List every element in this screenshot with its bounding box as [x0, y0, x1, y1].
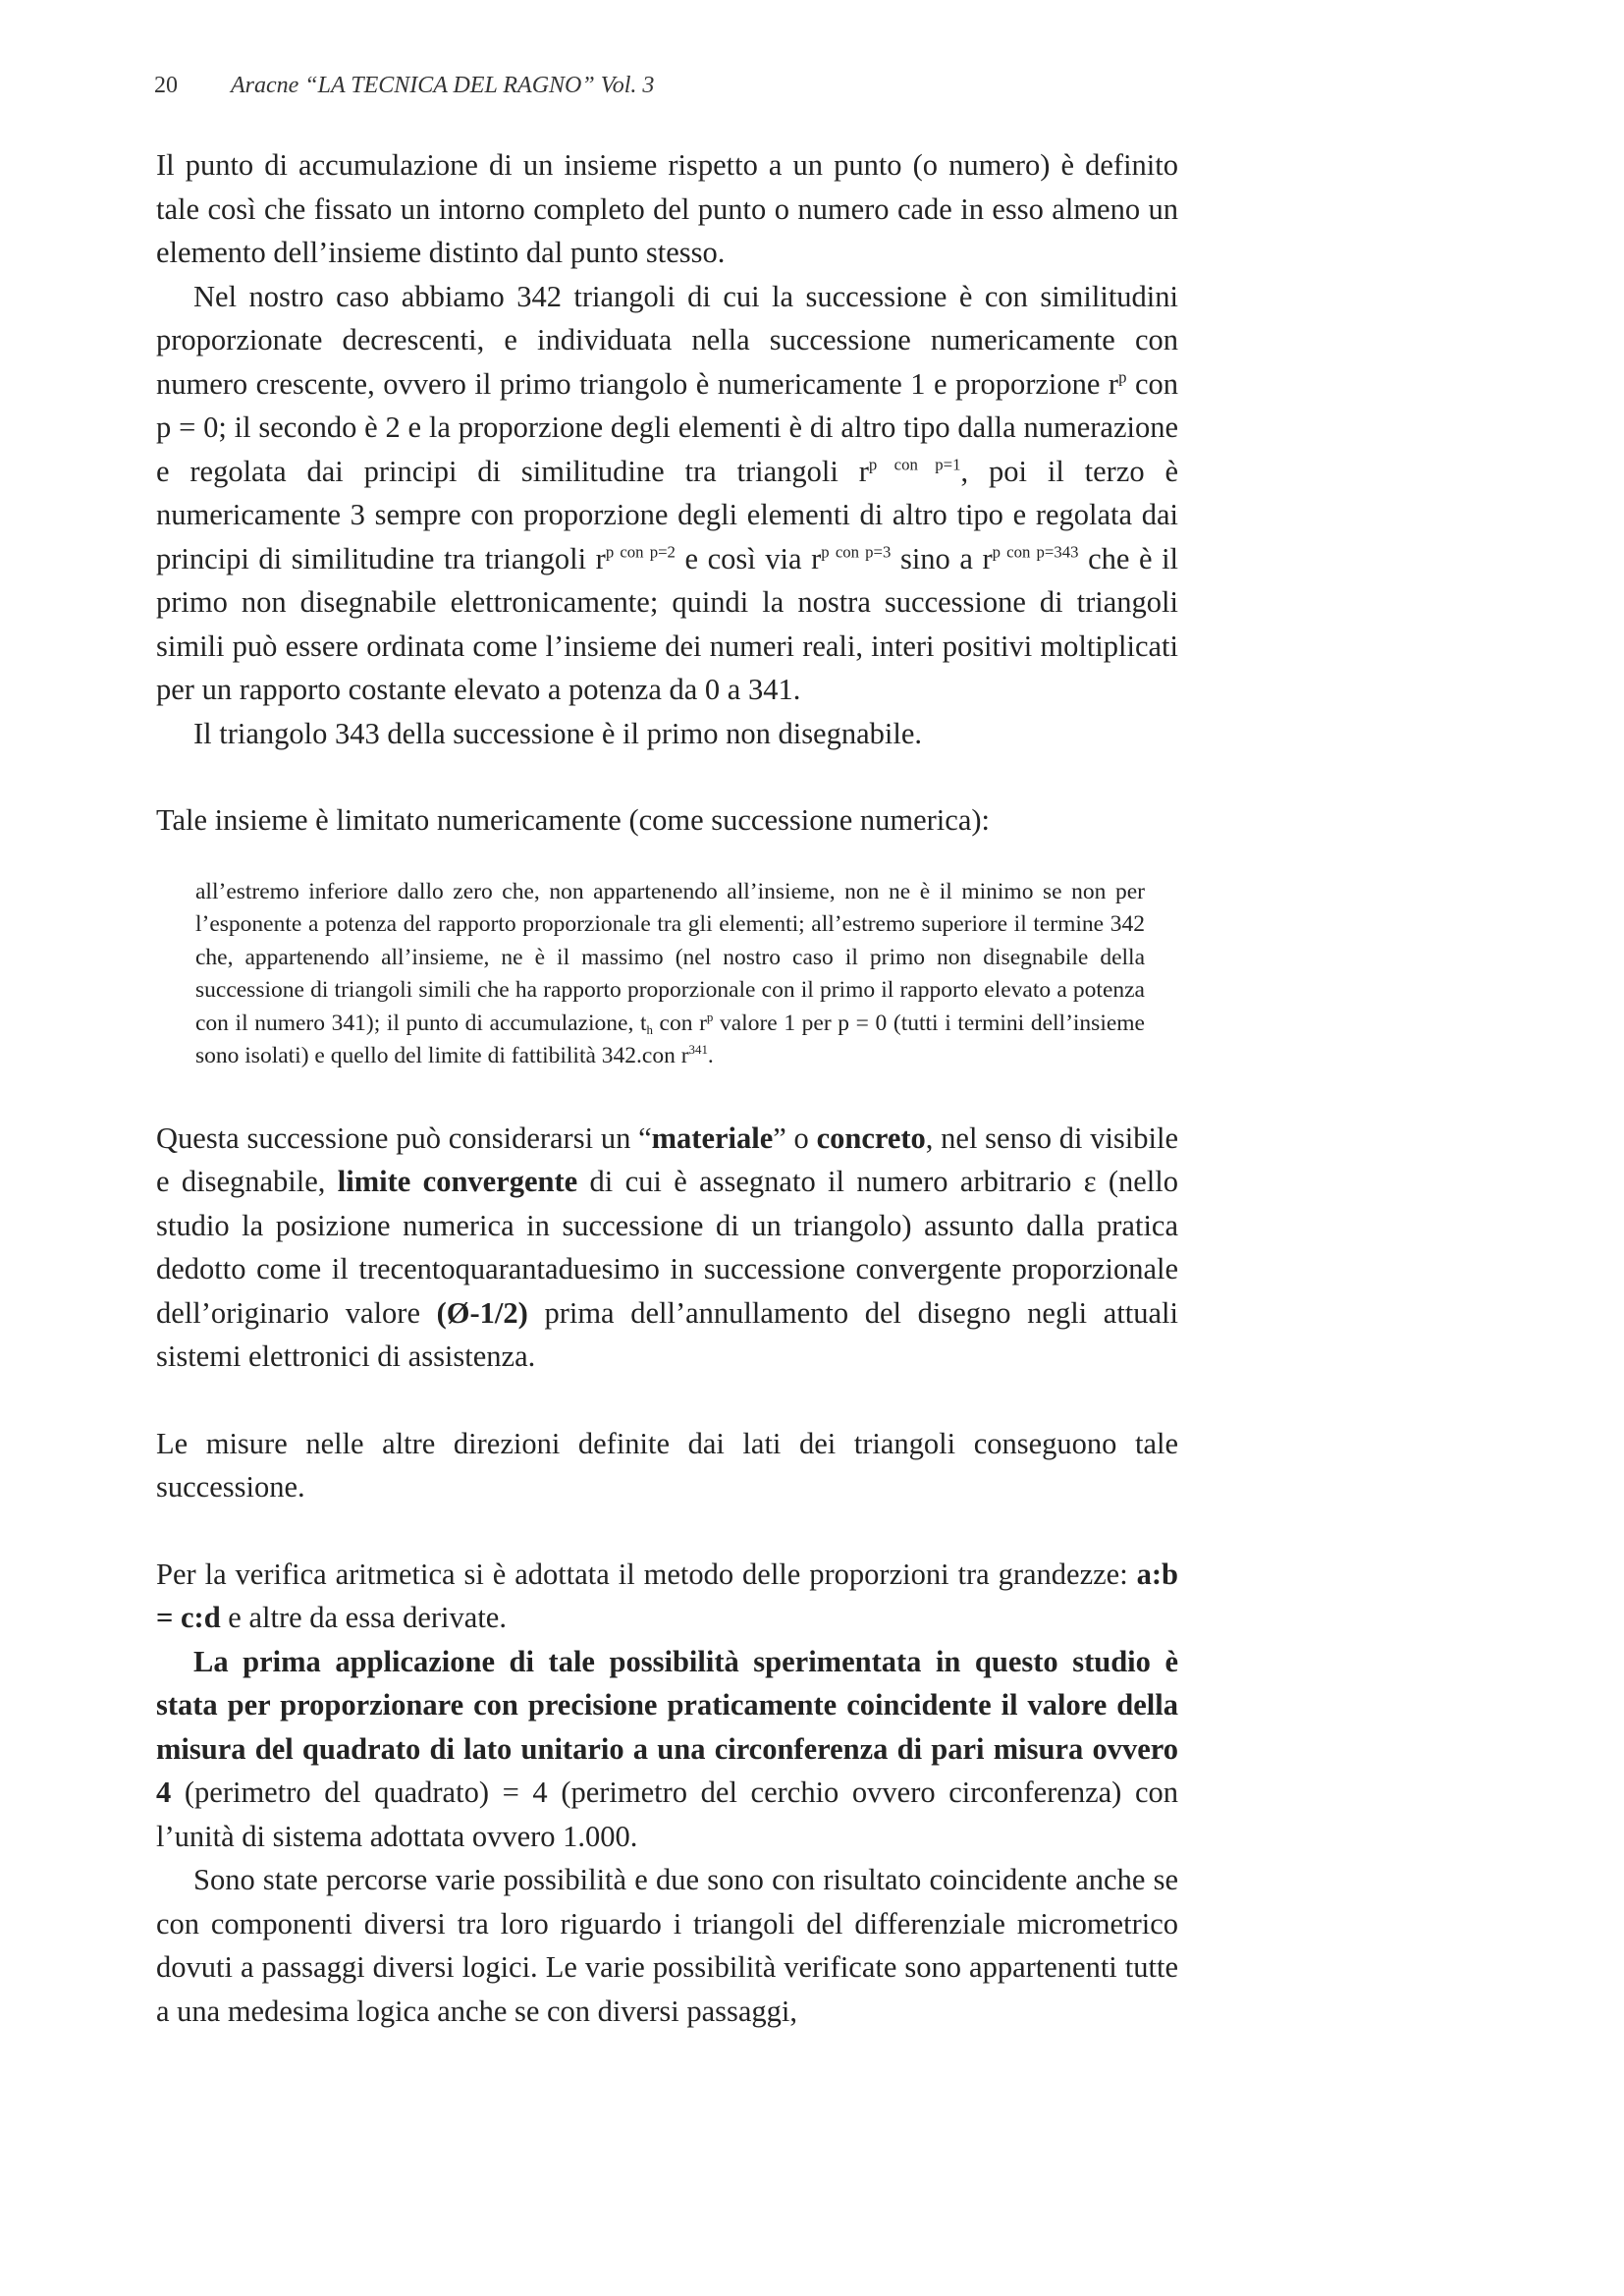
text-segment: Per la verifica aritmetica si è adottata il metodo delle proporzioni tra grandezze:	[156, 1557, 1137, 1591]
paragraph-other-directions	[156, 1422, 1178, 1509]
bold-term: limite convergente	[337, 1165, 578, 1198]
superscript: 341	[688, 1041, 708, 1057]
paragraph-set-limited	[156, 798, 1178, 843]
paragraph-text: Le misure nelle altre direzioni definite dai lati dei triangoli conseguono tale successione.	[156, 1426, 1178, 1503]
page-number: 20	[154, 73, 178, 98]
paragraph-accumulation-point	[156, 143, 1178, 275]
superscript: p con p=2	[605, 541, 676, 561]
bold-term: (Ø-1/2)	[436, 1295, 528, 1330]
bold-term: concreto	[816, 1121, 926, 1155]
text-segment: che è il primo non disegnabile elettronicamente; quindi la nostra successione di triangoli simili può essere ordinata come l’insieme dei numeri reali, interi positivi moltiplicati per un rapporto costante elevato a potenza da 0 a 341.	[156, 541, 1179, 706]
superscript: p con p=3	[821, 541, 892, 561]
superscript: p	[706, 1009, 714, 1024]
text-segment: ” o	[773, 1121, 817, 1155]
text-segment: , nel senso di visibile e disegnabile,	[156, 1121, 1178, 1198]
paragraph-text: Il punto di accumulazione di un insieme rispetto a un punto (o numero) è definito tale così che fissato un intorno completo del punto o numero cade in esso almeno un elemento dell’insieme distinto dal punto stesso.	[156, 148, 1178, 269]
paragraph-arithmetic-check	[156, 1553, 1178, 1640]
paragraph-triangle-343	[156, 712, 1178, 756]
paragraph-text: Sono state percorse varie possibilità e due sono con risultato coincidente anche se con componenti diversi tra loro riguardo i triangoli del differenziale micrometrico dovuti a passaggi diversi logici. Le varie possibilità verificate sono appartenenti tutte a una medesima logica anche se con diversi passaggi,	[156, 1863, 1178, 2028]
superscript: p con p=1	[868, 454, 961, 473]
paragraph-text: Tale insieme è limitato numericamente (come successione numerica):	[156, 803, 990, 837]
text-segment: valore 1 per p = 0 (tutti i termini dell’insieme sono isolati) e quello del limite di fattibilità 342.con r	[195, 1010, 1145, 1068]
superscript: p con p=343	[992, 541, 1079, 561]
page-header	[154, 73, 654, 99]
text-segment: Questa successione può considerarsi un “	[156, 1121, 652, 1155]
block-quote	[195, 876, 1145, 1073]
text-segment: e così via r	[675, 541, 822, 575]
text-segment: all’estremo inferiore dallo zero che, non appartenendo all’insieme, non ne è il minimo se non per l’esponente a potenza del rapporto proporzionale tra gli elementi; all’estremo superiore il termine 342 che, appartenendo all’insieme, ne è il massimo (nel nostro caso il primo non disegnabile della successione di triangoli simili che ha rapporto proporzionale con il primo il rapporto elevato a potenza con il numero 341); il punto di accumulazione, t	[195, 878, 1145, 1036]
text-segment: .	[707, 1043, 714, 1068]
paragraph-text: Il triangolo 343 della successione è il primo non disegnabile.	[193, 716, 922, 750]
subscript: h	[646, 1021, 653, 1037]
bold-term: materiale	[651, 1121, 774, 1155]
text-segment: (perimetro del quadrato) = 4 (perimetro del cerchio ovvero circonferenza) con l’unità di sistema adottata ovvero 1.000.	[156, 1776, 1178, 1853]
bold-sentence: La prima applicazione di tale possibilità sperimentata in questo studio è stata per proporzionare con precisione praticamente coincidente il valore della misura del quadrato di lato unitario a una circonferenza di pari misura ovvero 4	[156, 1644, 1178, 1809]
page-body	[156, 143, 1178, 2033]
paragraph-triangle-succession	[156, 275, 1178, 712]
text-segment: prima dell’annullamento del disegno negli attuali sistemi elettronici di assistenza.	[156, 1295, 1178, 1373]
paragraph-possibilities	[156, 1858, 1178, 2033]
text-segment: di cui è assegnato il numero arbitrario ε (nello studio la posizione numerica in successione di un triangolo) assunto dalla pratica dedotto come il trecentoquarantaduesimo in successione convergente proporzionale dell’originario valore	[156, 1165, 1178, 1330]
text-segment: sino a r	[891, 541, 993, 575]
paragraph-first-application	[156, 1640, 1178, 1859]
superscript: p	[1118, 366, 1127, 386]
text-segment: e altre da essa derivate.	[220, 1601, 507, 1634]
bold-formula: a:b = c:d	[156, 1557, 1178, 1634]
paragraph-convergent-limit	[156, 1117, 1178, 1379]
running-title: Aracne “LA TECNICA DEL RAGNO” Vol. 3	[231, 73, 655, 98]
text-segment: con r	[652, 1010, 707, 1036]
text-segment: con p = 0; il secondo è 2 e la proporzione degli elementi è di altro tipo dalla numerazione e regolata dai principi di similitudine tra triangoli r	[156, 366, 1178, 488]
text-segment: , poi il terzo è numericamente 3 sempre con proporzione degli elementi di altro tipo e regolata dai principi di similitudine tra triangoli r	[156, 454, 1178, 575]
text-segment: Nel nostro caso abbiamo 342 triangoli di cui la successione è con similitudini proporzionate decrescenti, e individuata nella successione numericamente con numero crescente, ovvero il primo triangolo è numericamente 1 e proporzione r	[156, 279, 1178, 401]
